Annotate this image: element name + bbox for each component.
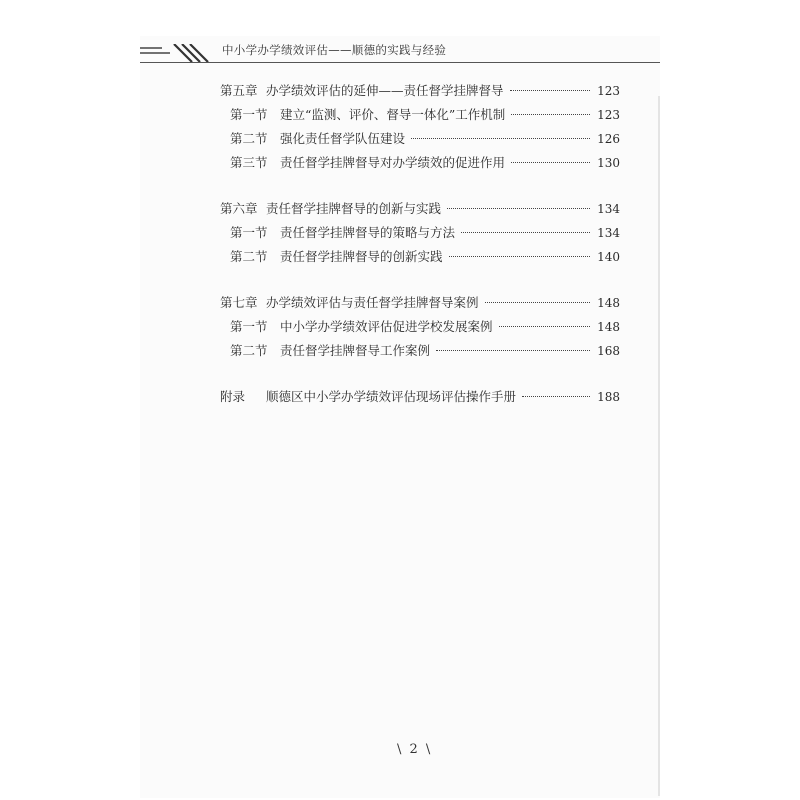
toc-chapter-entry — [220, 293, 620, 317]
toc-entry-page: 168 — [597, 344, 620, 358]
toc-entry-label — [220, 387, 516, 405]
dot-leader — [449, 256, 590, 257]
toc-chapter-entry — [220, 199, 620, 223]
toc-entry-title: 责任督学挂牌督导的策略与方法 — [280, 225, 456, 240]
toc-entry-label — [220, 81, 504, 99]
toc-entry-label — [220, 129, 405, 147]
toc-entry-title: 责任督学挂牌督导的创新与实践 — [266, 201, 442, 216]
dot-leader — [511, 162, 590, 163]
toc-entry-page: 126 — [597, 132, 620, 146]
dot-leader — [511, 114, 590, 115]
header-title: 中小学办学绩效评估——顺德的实践与经验 — [222, 43, 447, 57]
toc-entry-number: 第一节 — [230, 225, 268, 240]
table-of-contents — [220, 81, 620, 411]
toc-section-entry — [220, 341, 620, 365]
toc-section-entry — [220, 223, 620, 247]
toc-entry-title: 中小学办学绩效评估促进学校发展案例 — [280, 319, 493, 334]
toc-entry-number: 第一节 — [230, 319, 268, 334]
running-header — [140, 36, 660, 62]
toc-entry-page: 148 — [597, 320, 620, 334]
toc-entry-title: 顺德区中小学办学绩效评估现场评估操作手册 — [266, 389, 517, 404]
toc-entry-title: 办学绩效评估的延伸——责任督学挂牌督导 — [266, 83, 504, 98]
toc-entry-label — [220, 105, 505, 123]
toc-entry-number: 第二节 — [230, 131, 268, 146]
toc-entry-number: 第七章 — [220, 295, 258, 310]
dot-leader — [499, 326, 590, 327]
toc-section-entry — [220, 105, 620, 129]
toc-entry-number: 第六章 — [220, 201, 258, 216]
toc-entry-number: 第一节 — [230, 107, 268, 122]
toc-entry-label — [220, 247, 443, 265]
toc-entry-page: 130 — [597, 156, 620, 170]
dot-leader — [485, 302, 590, 303]
toc-entry-label — [220, 199, 441, 217]
toc-chapter-entry — [220, 387, 620, 411]
dot-leader — [411, 138, 590, 139]
dot-leader — [436, 350, 590, 351]
toc-entry-title: 责任督学挂牌督导的创新实践 — [280, 249, 443, 264]
toc-entry-label — [220, 341, 430, 359]
toc-entry-label — [220, 293, 479, 311]
toc-entry-page: 123 — [597, 84, 620, 98]
toc-chapter-entry — [220, 81, 620, 105]
toc-entry-title: 责任督学挂牌督导工作案例 — [280, 343, 431, 358]
toc-entry-label — [220, 153, 505, 171]
dot-leader — [447, 208, 590, 209]
dot-leader — [461, 232, 590, 233]
toc-entry-page: 123 — [597, 108, 620, 122]
toc-entry-number: 第二节 — [230, 343, 268, 358]
toc-entry-page: 134 — [597, 226, 620, 240]
toc-entry-number: 附录 — [220, 389, 246, 404]
book-page — [140, 36, 660, 798]
toc-entry-title: 强化责任督学队伍建设 — [280, 131, 406, 146]
toc-section-entry — [220, 153, 620, 177]
toc-entry-label — [220, 223, 455, 241]
toc-entry-title: 办学绩效评估与责任督学挂牌督导案例 — [266, 295, 479, 310]
toc-section-entry — [220, 247, 620, 271]
dot-leader — [522, 396, 590, 397]
toc-entry-number: 第二节 — [230, 249, 268, 264]
toc-entry-page: 188 — [597, 390, 620, 404]
toc-entry-title: 责任督学挂牌督导对办学绩效的促进作用 — [280, 155, 506, 170]
toc-entry-label — [220, 317, 493, 335]
header-decoration-icon — [140, 44, 210, 62]
page-edge — [658, 96, 660, 796]
dot-leader — [510, 90, 590, 91]
toc-entry-number: 第五章 — [220, 83, 258, 98]
toc-entry-title: 建立“监测、评价、督导一体化”工作机制 — [280, 107, 506, 122]
page-number: \ 2 \ — [397, 742, 433, 757]
toc-entry-page: 148 — [597, 296, 620, 310]
header-rule — [140, 62, 660, 63]
toc-section-entry — [220, 317, 620, 341]
toc-entry-page: 140 — [597, 250, 620, 264]
toc-entry-page: 134 — [597, 202, 620, 216]
toc-entry-number: 第三节 — [230, 155, 268, 170]
toc-section-entry — [220, 129, 620, 153]
